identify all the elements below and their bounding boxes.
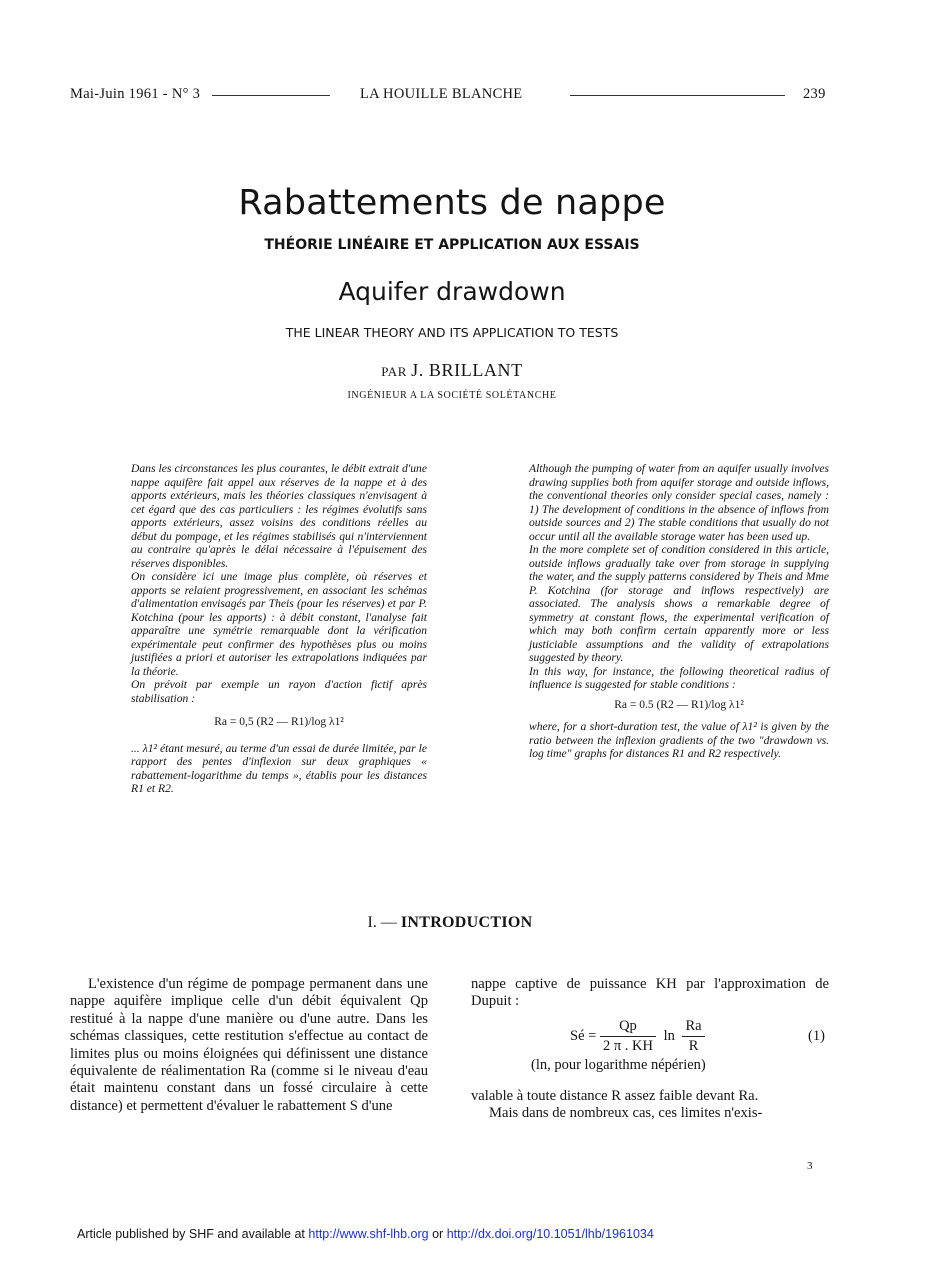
- body-column-right-continued: [471, 1088, 829, 1123]
- abstract-en-p3: In this way, for instance, the following theoretical radius of influence is suggested for stable conditions :: [529, 664, 829, 691]
- equation-note: (ln, pour logarithme népérien): [531, 1057, 706, 1073]
- section-heading: [0, 914, 900, 932]
- body-column-right: [471, 976, 829, 1011]
- abstract-fr-p3: On prévoit par exemple un rayon d'action fictif après stabilisation :: [131, 678, 427, 705]
- abstract-english: [529, 462, 829, 761]
- equation-lhs: Sé =: [570, 1027, 597, 1044]
- section-number: I. —: [367, 914, 397, 931]
- running-header-issue: Mai-Juin 1961 - N° 3: [70, 86, 201, 102]
- article-title-english: Aquifer drawdown: [338, 277, 566, 306]
- page-number: 239: [803, 86, 826, 102]
- body-left-paragraph: L'existence d'un régime de pompage permanent dans une nappe aquifère implique celle d'un débit équivalent Qp restitué à la nappe d'une manière ou d'une autre. Dans les schémas classiques, cette restitution s'effectue au contact de limites plus ou moins éloignées qui définissent une distance équivalente de réalimentation Ra (comme si le niveau d'eau était maintenu constant dans un fossé circulaire à cette distance) et permettent d'évaluer le rabattement S d'une: [70, 976, 428, 1114]
- abstract-en-p1: Although the pumping of water from an aquifer usually involves drawing supplies both from aquifer storage and outside inflows, the conventional theories only consider special cases, namely : 1) The development of conditions in the absence of inflows from outside sources and 2) The stable conditions that usually do not occur until all the available storage water has been used up.: [529, 462, 829, 543]
- abstract-en-p4: where, for a short-duration test, the value of λ1² is given by the ratio between the inflexion gradients of the two "drawdown vs. log time" graphs for distances R1 and R2 respectively.: [529, 720, 829, 760]
- equation-numerator: Qp: [600, 1018, 656, 1037]
- equation-1: [570, 1018, 705, 1055]
- abstract-en-p2: In the more complete set of condition considered in this article, outside inflows gradually take over from storage in supplying the water, and the supply patterns considered by Theis and Mme P. Kotchina (for storage and inflows respectively) are associated. The analysis shows a remarkable degree of symmetry at constant flows, the experimental verification of which may both confirm certain apparently more or less justiciable assumptions and the validity of extrapolations suggested by theory.: [529, 543, 829, 664]
- abstract-fr-equation: Ra = 0,5 (R2 — R1)/log λ1²: [214, 716, 344, 728]
- article-subtitle-french: THÉORIE LINÉAIRE ET APPLICATION AUX ESSAIS: [264, 237, 640, 253]
- page-marker: 3: [807, 1160, 813, 1172]
- equation-denominator: 2 π . KH: [602, 1038, 653, 1054]
- header-rule-right: [570, 95, 785, 96]
- byline-par: PAR: [381, 364, 407, 379]
- equation-ln: ln: [663, 1027, 675, 1044]
- body-right-intro: nappe captive de puissance KH par l'approximation de Dupuit :: [471, 976, 829, 1010]
- section-title: INTRODUCTION: [400, 914, 533, 931]
- body-right-last: Mais dans de nombreux cas, ces limites n'exis-: [489, 1105, 763, 1122]
- equation-ratio-denominator: R: [688, 1038, 699, 1054]
- abstract-french: [131, 462, 427, 796]
- abstract-fr-p1: Dans les circonstances les plus courantes, le débit extrait d'une nappe aquifère fait appel aux réserves de la nappe et à des apports extérieurs, mais les théories classiques n'envisagent à cet égard que des cas particuliers : les régimes évolutifs sans apports extérieurs, assez voisins des conditions réelles au début du pompage, et les régimes stabilisés qui n'interviennent au contraire qu'après le délai nécessaire à l'épuisement des réserves disponibles.: [131, 462, 427, 570]
- body-column-left: [70, 976, 428, 1115]
- author-affiliation: INGÉNIEUR A LA SOCIÉTÉ SOLÉTANCHE: [347, 390, 557, 401]
- byline: [0, 360, 904, 381]
- footer-prefix: Article published by SHF and available at: [77, 1227, 305, 1241]
- footer-link-shf[interactable]: http://www.shf-lhb.org: [308, 1227, 429, 1241]
- equation-fraction: [600, 1018, 656, 1055]
- footer: [77, 1227, 654, 1241]
- running-header-journal: LA HOUILLE BLANCHE: [360, 86, 523, 102]
- abstract-fr-p2: On considère ici une image plus complète, où réserves et apports se relaient progressivement, en associant les schémas d'alimentation envisagés par Theis (pour les réserves) et par P. Kotchina (pour les apports) : à débit constant, l'analyse fait apparaître une symétrie remarquable dont la vérification expérimentale peut confirmer des hypothèses plus ou moins justifiées a priori et autoriser les extrapolations indiquées par la théorie.: [131, 570, 427, 678]
- header-rule-left: [212, 95, 330, 96]
- body-right-after: valable à toute distance R assez faible devant Ra.: [471, 1088, 759, 1104]
- footer-or: or: [432, 1227, 444, 1241]
- footer-link-doi[interactable]: http://dx.doi.org/10.1051/lhb/1961034: [446, 1227, 654, 1241]
- author-name: J. BRILLANT: [411, 360, 523, 380]
- abstract-en-equation: Ra = 0.5 (R2 — R1)/log λ1²: [614, 698, 744, 711]
- article-subtitle-english: THE LINEAR THEORY AND ITS APPLICATION TO TESTS: [285, 325, 619, 340]
- abstract-fr-p4: ... λ1² étant mesuré, au terme d'un essai de durée limitée, par le rapport des pentes d'inflexion sur deux graphiques « rabattement-logarithme du temps », établis pour les distances R1 et R2.: [131, 741, 427, 795]
- equation-ratio: [682, 1018, 704, 1055]
- equation-number: (1): [808, 1028, 825, 1044]
- equation-ratio-numerator: Ra: [682, 1018, 704, 1037]
- article-title-french: Rabattements de nappe: [238, 183, 666, 223]
